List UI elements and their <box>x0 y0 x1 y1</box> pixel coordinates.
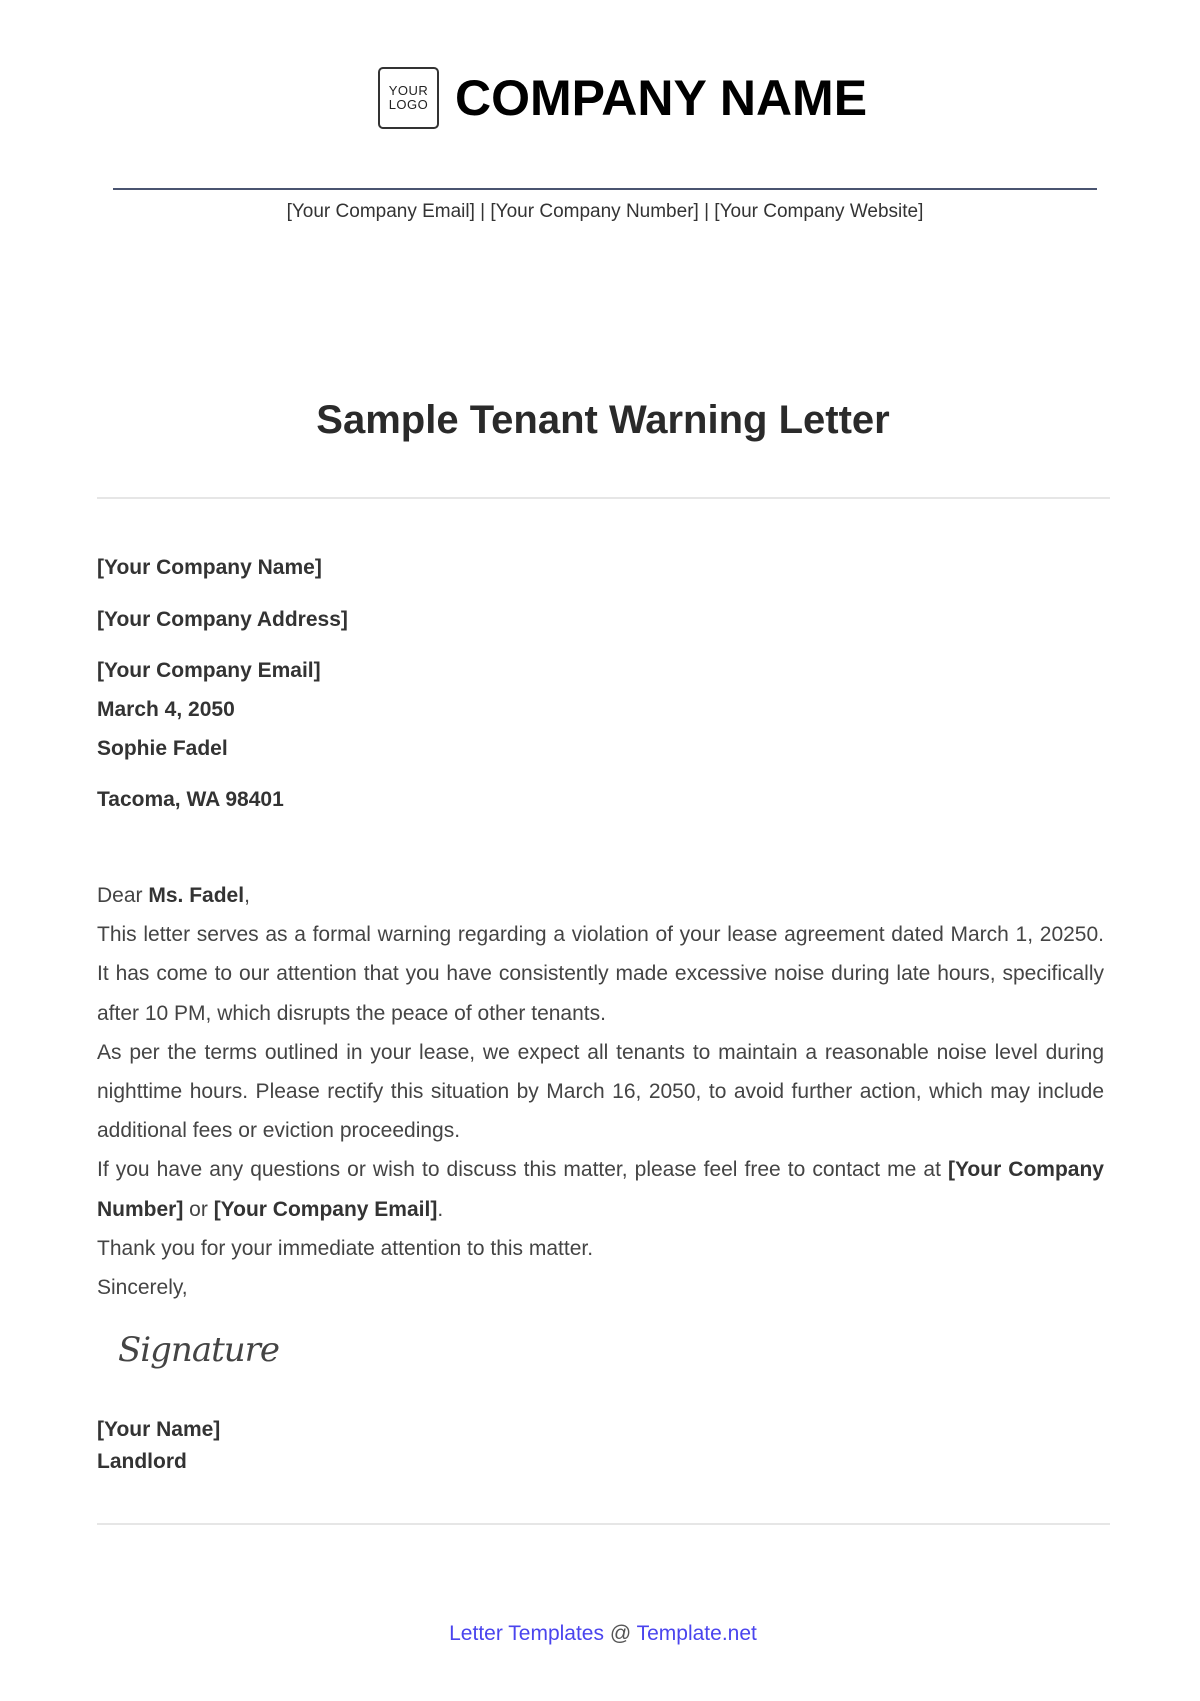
company-name: COMPANY NAME <box>455 70 868 126</box>
signature-image: Signature <box>118 1330 280 1370</box>
header-rule <box>113 188 1097 190</box>
closing: Sincerely, <box>97 1276 188 1300</box>
letter-date: March 4, 2050 <box>97 698 235 721</box>
signer-role: Landlord <box>97 1450 187 1473</box>
template-net-link[interactable]: Template.net <box>636 1622 757 1645</box>
salutation: Dear Ms. Fadel, <box>97 884 250 907</box>
paragraph-4: Thank you for your immediate attention to this matter. <box>97 1236 594 1260</box>
recipient-name: Sophie Fadel <box>97 737 228 760</box>
company-logo <box>378 67 439 129</box>
signer-name: [Your Name] <box>97 1418 221 1441</box>
company-contact-line: [Your Company Email] | [Your Company Number] | [Your Company Website] <box>286 201 924 222</box>
footer-divider <box>97 1523 1110 1525</box>
paragraph-2: As per the terms outlined in your lease, we expect all tenants to maintain a reasonable noise level during nighttime hours. Please rectify this situation by March 16, 2050, to avoid further action, which may include additional fees or eviction proceedings. <box>97 1040 1104 1143</box>
footer <box>0 1622 1200 1646</box>
sender-company-name: [Your Company Name] <box>97 556 322 579</box>
footer-separator: @ <box>604 1622 637 1645</box>
recipient-city: Tacoma, WA 98401 <box>97 788 284 811</box>
sender-company-email: [Your Company Email] <box>97 659 321 682</box>
sender-company-address: [Your Company Address] <box>97 608 348 631</box>
letter-body <box>97 876 1104 1307</box>
document-title: Sample Tenant Warning Letter <box>316 398 890 442</box>
title-divider <box>97 497 1110 499</box>
letter-templates-link[interactable]: Letter Templates <box>449 1622 604 1645</box>
logo-text-line1: YOUR <box>388 83 429 98</box>
paragraph-1: This letter serves as a formal warning regarding a violation of your lease agreement dated March 1, 20250. It has come to our attention that you have consistently made excessive noise during late hours, specifically after 10 PM, which disrupts the peace of other tenants. <box>97 923 1104 1025</box>
paragraph-3: If you have any questions or wish to discuss this matter, please feel free to contact me at [Your Company Number] or [Your Company Email]. <box>97 1158 1104 1221</box>
logo-text-line2: LOGO <box>388 97 429 112</box>
